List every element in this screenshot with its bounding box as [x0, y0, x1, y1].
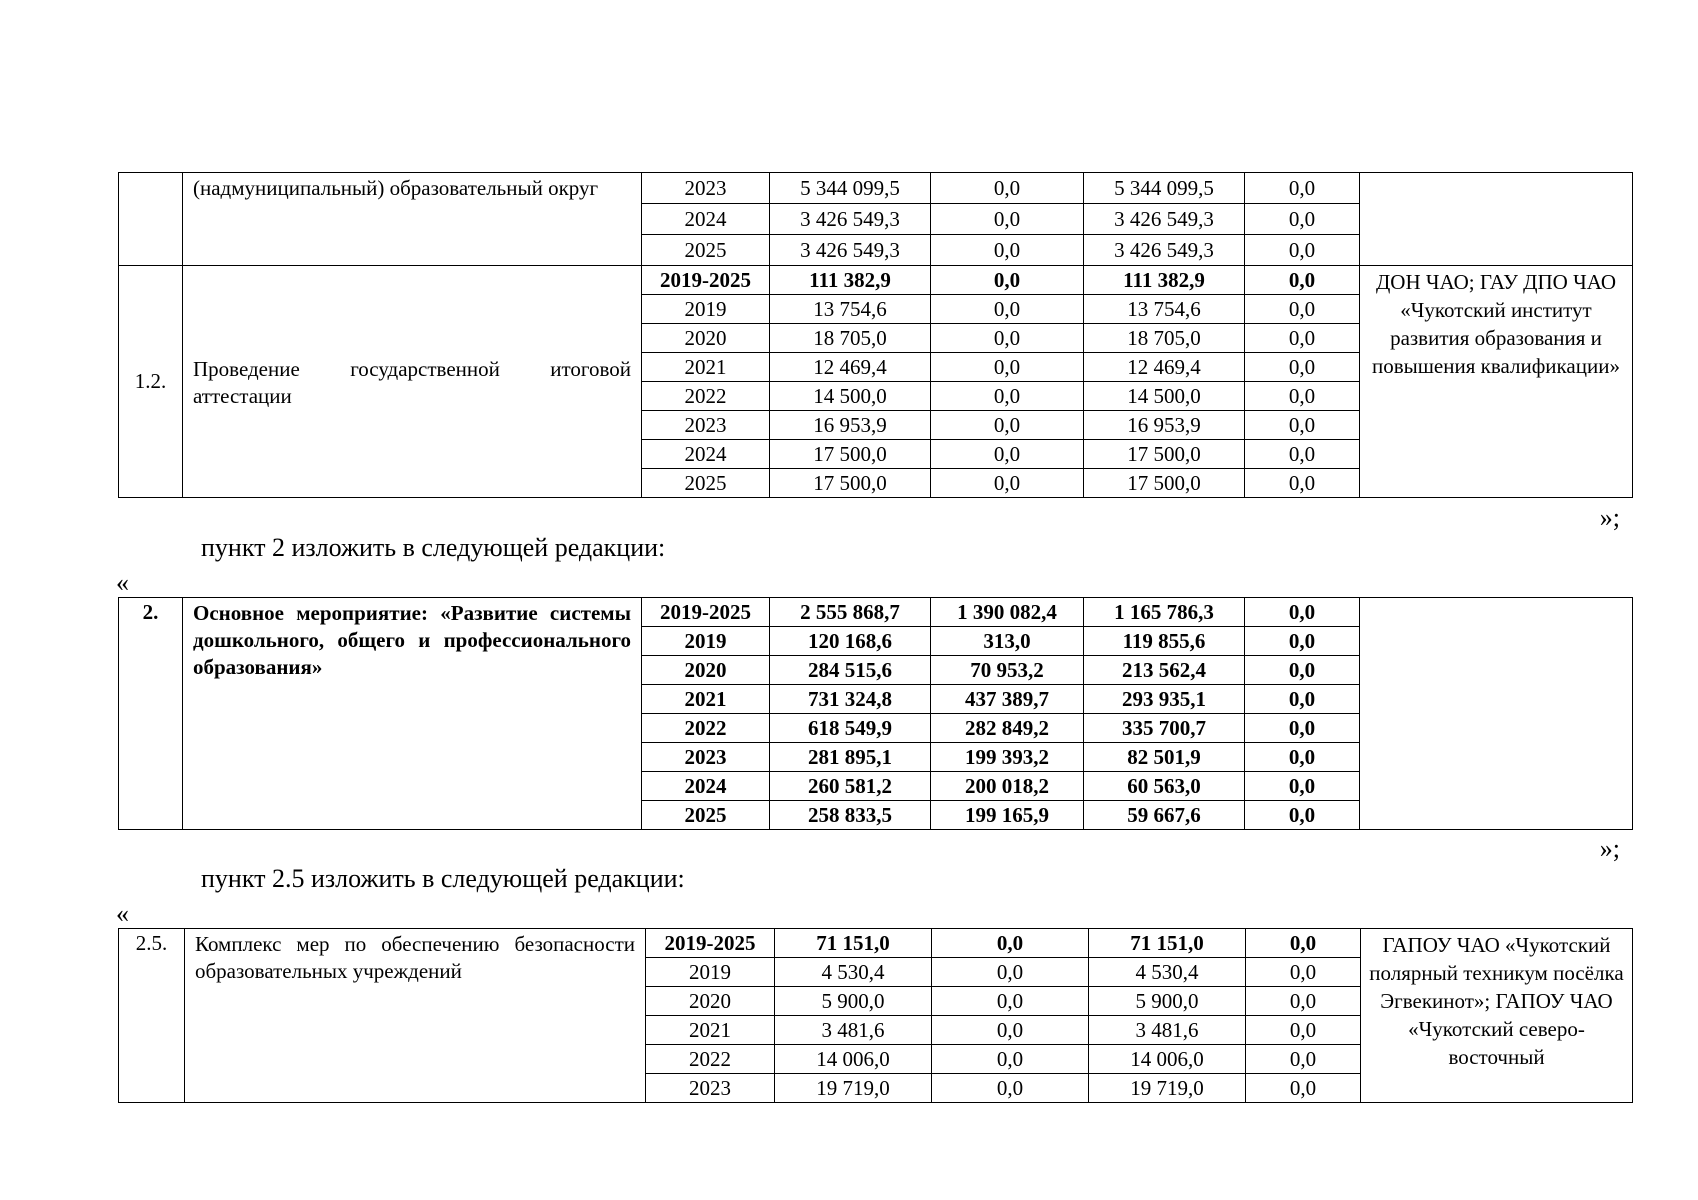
year-cell: 2024 — [642, 772, 770, 801]
year-cell: 2023 — [646, 1074, 775, 1103]
other-cell: 0,0 — [1245, 743, 1360, 772]
year-cell: 2023 — [642, 743, 770, 772]
table-row — [119, 929, 1633, 958]
federal-cell: 0,0 — [931, 266, 1084, 295]
federal-cell: 199 393,2 — [931, 743, 1084, 772]
funding-table-1 — [118, 172, 1633, 498]
executor-cell: ГАПОУ ЧАО «Чукотский полярный техникум посёлка Эгвекинот»; ГАПОУ ЧАО «Чукотский северо-восточный — [1361, 929, 1633, 1103]
total-cell: 284 515,6 — [770, 656, 931, 685]
total-cell: 14 500,0 — [770, 382, 931, 411]
other-cell: 0,0 — [1246, 958, 1361, 987]
other-cell: 0,0 — [1245, 353, 1360, 382]
total-cell: 13 754,6 — [770, 295, 931, 324]
total-cell: 18 705,0 — [770, 324, 931, 353]
other-cell: 0,0 — [1245, 656, 1360, 685]
other-cell: 0,0 — [1246, 1074, 1361, 1103]
federal-cell: 0,0 — [931, 173, 1084, 204]
other-cell: 0,0 — [1245, 266, 1360, 295]
year-cell: 2024 — [642, 204, 770, 235]
other-cell: 0,0 — [1245, 382, 1360, 411]
federal-cell: 0,0 — [932, 1074, 1089, 1103]
total-cell: 16 953,9 — [770, 411, 931, 440]
amendment-paragraph: пункт 2 изложить в следующей редакции: — [201, 533, 666, 562]
year-cell: 2019 — [642, 627, 770, 656]
total-cell: 5 900,0 — [775, 987, 932, 1016]
year-cell: 2021 — [642, 353, 770, 382]
total-cell: 260 581,2 — [770, 772, 931, 801]
federal-cell: 0,0 — [932, 987, 1089, 1016]
other-cell: 0,0 — [1245, 324, 1360, 353]
item-description: Проведение государственной итоговой аттестации — [183, 266, 642, 498]
federal-cell: 0,0 — [931, 353, 1084, 382]
item-number: 2.5. — [119, 929, 185, 1103]
year-cell: 2023 — [642, 411, 770, 440]
total-cell: 17 500,0 — [770, 440, 931, 469]
total-cell: 2 555 868,7 — [770, 598, 931, 627]
year-cell: 2019 — [642, 295, 770, 324]
federal-cell: 0,0 — [931, 204, 1084, 235]
other-cell: 0,0 — [1245, 440, 1360, 469]
year-cell: 2021 — [646, 1016, 775, 1045]
federal-cell: 0,0 — [932, 929, 1089, 958]
federal-cell: 200 018,2 — [931, 772, 1084, 801]
regional-cell: 60 563,0 — [1084, 772, 1245, 801]
federal-cell: 0,0 — [931, 235, 1084, 266]
executor-cell — [1360, 173, 1633, 266]
regional-cell: 12 469,4 — [1084, 353, 1245, 382]
total-cell: 4 530,4 — [775, 958, 932, 987]
executor-cell — [1360, 598, 1633, 830]
total-cell: 19 719,0 — [775, 1074, 932, 1103]
other-cell: 0,0 — [1245, 598, 1360, 627]
other-cell: 0,0 — [1245, 714, 1360, 743]
regional-cell: 17 500,0 — [1084, 440, 1245, 469]
opening-quote: « — [116, 899, 129, 928]
federal-cell: 70 953,2 — [931, 656, 1084, 685]
year-cell: 2024 — [642, 440, 770, 469]
total-cell: 5 344 099,5 — [770, 173, 931, 204]
federal-cell: 1 390 082,4 — [931, 598, 1084, 627]
funding-table-3 — [118, 928, 1633, 1103]
regional-cell: 111 382,9 — [1084, 266, 1245, 295]
year-cell: 2022 — [642, 382, 770, 411]
item-number: 1.2. — [119, 266, 183, 498]
year-cell: 2019-2025 — [642, 266, 770, 295]
regional-cell: 16 953,9 — [1084, 411, 1245, 440]
other-cell: 0,0 — [1246, 1045, 1361, 1074]
item-description: Основное мероприятие: «Развитие системы дошкольного, общего и профессионального образования» — [183, 598, 642, 830]
total-cell: 618 549,9 — [770, 714, 931, 743]
federal-cell: 0,0 — [931, 324, 1084, 353]
other-cell: 0,0 — [1245, 772, 1360, 801]
other-cell: 0,0 — [1245, 627, 1360, 656]
other-cell: 0,0 — [1245, 801, 1360, 830]
other-cell: 0,0 — [1245, 295, 1360, 324]
closing-quote: »; — [1599, 834, 1620, 863]
other-cell: 0,0 — [1245, 235, 1360, 266]
other-cell: 0,0 — [1245, 469, 1360, 498]
regional-cell: 119 855,6 — [1084, 627, 1245, 656]
federal-cell: 0,0 — [931, 411, 1084, 440]
other-cell: 0,0 — [1245, 173, 1360, 204]
item-number-cell — [119, 173, 183, 266]
regional-cell: 59 667,6 — [1084, 801, 1245, 830]
other-cell: 0,0 — [1245, 411, 1360, 440]
total-cell: 71 151,0 — [775, 929, 932, 958]
executor-cell: ДОН ЧАО; ГАУ ДПО ЧАО «Чукотский институт развития образования и повышения квалификации» — [1360, 266, 1633, 498]
table-row — [119, 598, 1633, 627]
total-cell: 17 500,0 — [770, 469, 931, 498]
other-cell: 0,0 — [1245, 204, 1360, 235]
other-cell: 0,0 — [1246, 929, 1361, 958]
regional-cell: 5 900,0 — [1089, 987, 1246, 1016]
total-cell: 3 481,6 — [775, 1016, 932, 1045]
other-cell: 0,0 — [1245, 685, 1360, 714]
federal-cell: 199 165,9 — [931, 801, 1084, 830]
year-cell: 2025 — [642, 801, 770, 830]
total-cell: 12 469,4 — [770, 353, 931, 382]
federal-cell: 0,0 — [932, 958, 1089, 987]
item-description: Комплекс мер по обеспечению безопасности образовательных учреждений — [185, 929, 646, 1103]
total-cell: 111 382,9 — [770, 266, 931, 295]
federal-cell: 313,0 — [931, 627, 1084, 656]
year-cell: 2021 — [642, 685, 770, 714]
total-cell: 14 006,0 — [775, 1045, 932, 1074]
year-cell: 2022 — [646, 1045, 775, 1074]
funding-table-2 — [118, 597, 1633, 830]
regional-cell: 14 500,0 — [1084, 382, 1245, 411]
other-cell: 0,0 — [1246, 987, 1361, 1016]
year-cell: 2020 — [642, 656, 770, 685]
regional-cell: 3 426 549,3 — [1084, 204, 1245, 235]
year-cell: 2020 — [646, 987, 775, 1016]
closing-quote: »; — [1599, 503, 1620, 532]
federal-cell: 0,0 — [931, 295, 1084, 324]
regional-cell: 17 500,0 — [1084, 469, 1245, 498]
regional-cell: 13 754,6 — [1084, 295, 1245, 324]
federal-cell: 0,0 — [932, 1045, 1089, 1074]
table-row — [119, 173, 1633, 204]
year-cell: 2025 — [642, 235, 770, 266]
year-cell: 2019-2025 — [646, 929, 775, 958]
amendment-paragraph: пункт 2.5 изложить в следующей редакции: — [201, 864, 685, 893]
regional-cell: 4 530,4 — [1089, 958, 1246, 987]
regional-cell: 71 151,0 — [1089, 929, 1246, 958]
total-cell: 731 324,8 — [770, 685, 931, 714]
regional-cell: 82 501,9 — [1084, 743, 1245, 772]
regional-cell: 1 165 786,3 — [1084, 598, 1245, 627]
regional-cell: 18 705,0 — [1084, 324, 1245, 353]
regional-cell: 19 719,0 — [1089, 1074, 1246, 1103]
year-cell: 2020 — [642, 324, 770, 353]
other-cell: 0,0 — [1246, 1016, 1361, 1045]
regional-cell: 5 344 099,5 — [1084, 173, 1245, 204]
year-cell: 2019-2025 — [642, 598, 770, 627]
year-cell: 2019 — [646, 958, 775, 987]
regional-cell: 213 562,4 — [1084, 656, 1245, 685]
table-row — [119, 266, 1633, 295]
federal-cell: 437 389,7 — [931, 685, 1084, 714]
year-cell: 2022 — [642, 714, 770, 743]
year-cell: 2025 — [642, 469, 770, 498]
total-cell: 281 895,1 — [770, 743, 931, 772]
federal-cell: 282 849,2 — [931, 714, 1084, 743]
year-cell: 2023 — [642, 173, 770, 204]
total-cell: 258 833,5 — [770, 801, 931, 830]
regional-cell: 3 426 549,3 — [1084, 235, 1245, 266]
item-number: 2. — [119, 598, 183, 830]
total-cell: 3 426 549,3 — [770, 204, 931, 235]
item-description: (надмуниципальный) образовательный округ — [183, 173, 642, 266]
federal-cell: 0,0 — [931, 469, 1084, 498]
total-cell: 120 168,6 — [770, 627, 931, 656]
total-cell: 3 426 549,3 — [770, 235, 931, 266]
regional-cell: 293 935,1 — [1084, 685, 1245, 714]
regional-cell: 14 006,0 — [1089, 1045, 1246, 1074]
regional-cell: 3 481,6 — [1089, 1016, 1246, 1045]
federal-cell: 0,0 — [931, 382, 1084, 411]
opening-quote: « — [116, 568, 129, 597]
regional-cell: 335 700,7 — [1084, 714, 1245, 743]
federal-cell: 0,0 — [932, 1016, 1089, 1045]
federal-cell: 0,0 — [931, 440, 1084, 469]
